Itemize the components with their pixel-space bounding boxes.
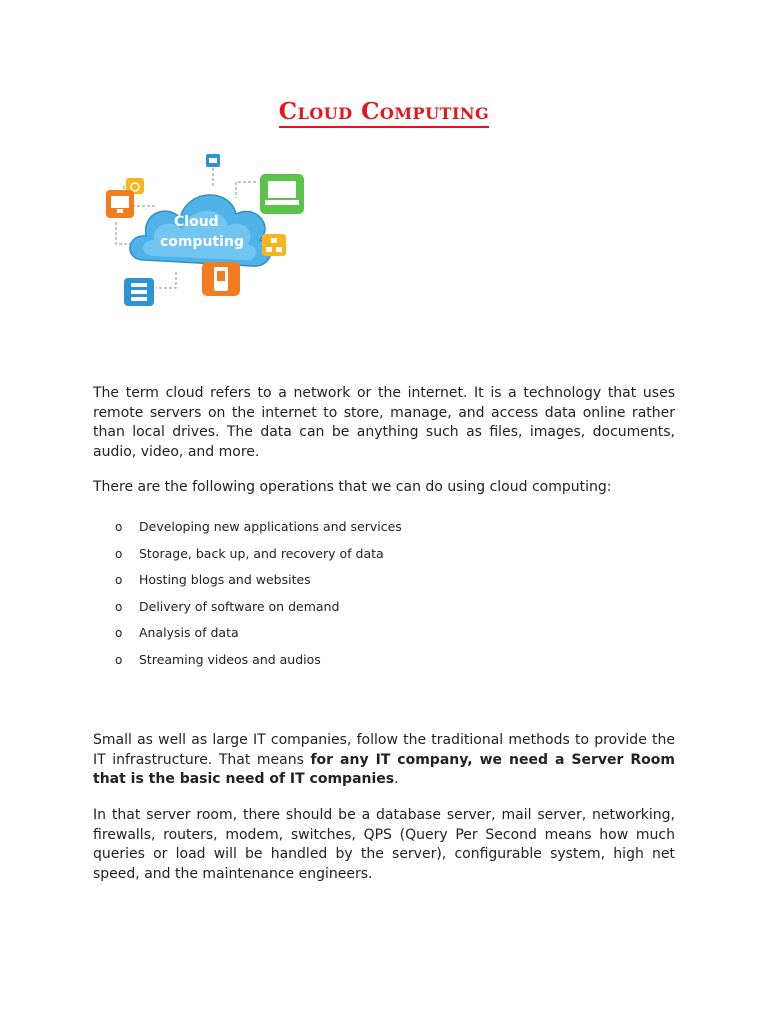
list-item-text: Developing new applications and services bbox=[139, 519, 402, 534]
server-room-bold-text: for any IT company, we need a Server Room that is the basic need of IT companies bbox=[93, 751, 676, 787]
list-item bbox=[113, 571, 673, 598]
bullet-icon: o bbox=[115, 573, 123, 587]
list-item-text: Hosting blogs and websites bbox=[139, 572, 311, 587]
list-item-text: Analysis of data bbox=[139, 625, 239, 640]
intro-paragraph: The term cloud refers to a network or the internet. It is a technology that uses remote servers on the internet to store, manage, and access data online rather than local drives. The data can be anything such as files, images, documents, audio, video, and more. bbox=[93, 385, 675, 460]
chat-icon bbox=[206, 154, 220, 167]
list-item bbox=[113, 598, 673, 625]
server-room-details-paragraph: In that server room, there should be a database server, mail server, networking, firewalls, routers, modem, switches, QPS (Query Per Second means how much queries or load will be handled by the server), configurable system, high net speed, and the maintenance engineers. bbox=[93, 807, 675, 882]
list-item bbox=[113, 651, 673, 678]
cloud-text-line1: Cloud bbox=[174, 214, 219, 230]
server-room-paragraph bbox=[93, 731, 675, 790]
list-item-text: Streaming videos and audios bbox=[139, 651, 321, 667]
server-room-text-a: Small as well as large IT companies, follow the traditional methods to provide the IT infrastructure. That means bbox=[93, 732, 675, 768]
operations-intro: There are the following operations that we can do using cloud computing: bbox=[93, 479, 612, 495]
monitor-icon bbox=[106, 190, 134, 218]
list-item bbox=[113, 518, 673, 545]
bullet-icon: o bbox=[115, 626, 123, 640]
bullet-icon: o bbox=[115, 546, 123, 561]
bullet-icon: o bbox=[115, 599, 123, 614]
server-room-text-b: . bbox=[394, 771, 399, 787]
server-icon bbox=[124, 278, 154, 306]
network-icon bbox=[262, 234, 286, 256]
list-item-text: Storage, back up, and recovery of data bbox=[139, 545, 384, 561]
page-title-text: Cloud Computing bbox=[279, 98, 489, 128]
operations-list bbox=[113, 518, 673, 677]
list-item bbox=[113, 624, 673, 651]
phone-icon bbox=[202, 262, 240, 296]
bullet-icon: o bbox=[115, 652, 123, 667]
list-item bbox=[113, 545, 673, 572]
list-item-text: Delivery of software on demand bbox=[139, 598, 340, 614]
cloud-icon bbox=[130, 195, 271, 266]
page-title bbox=[0, 98, 768, 125]
cloud-text-line2: computing bbox=[160, 234, 244, 250]
laptop-icon bbox=[260, 174, 304, 214]
cloud-computing-illustration bbox=[96, 148, 312, 312]
bullet-icon: o bbox=[115, 520, 123, 534]
